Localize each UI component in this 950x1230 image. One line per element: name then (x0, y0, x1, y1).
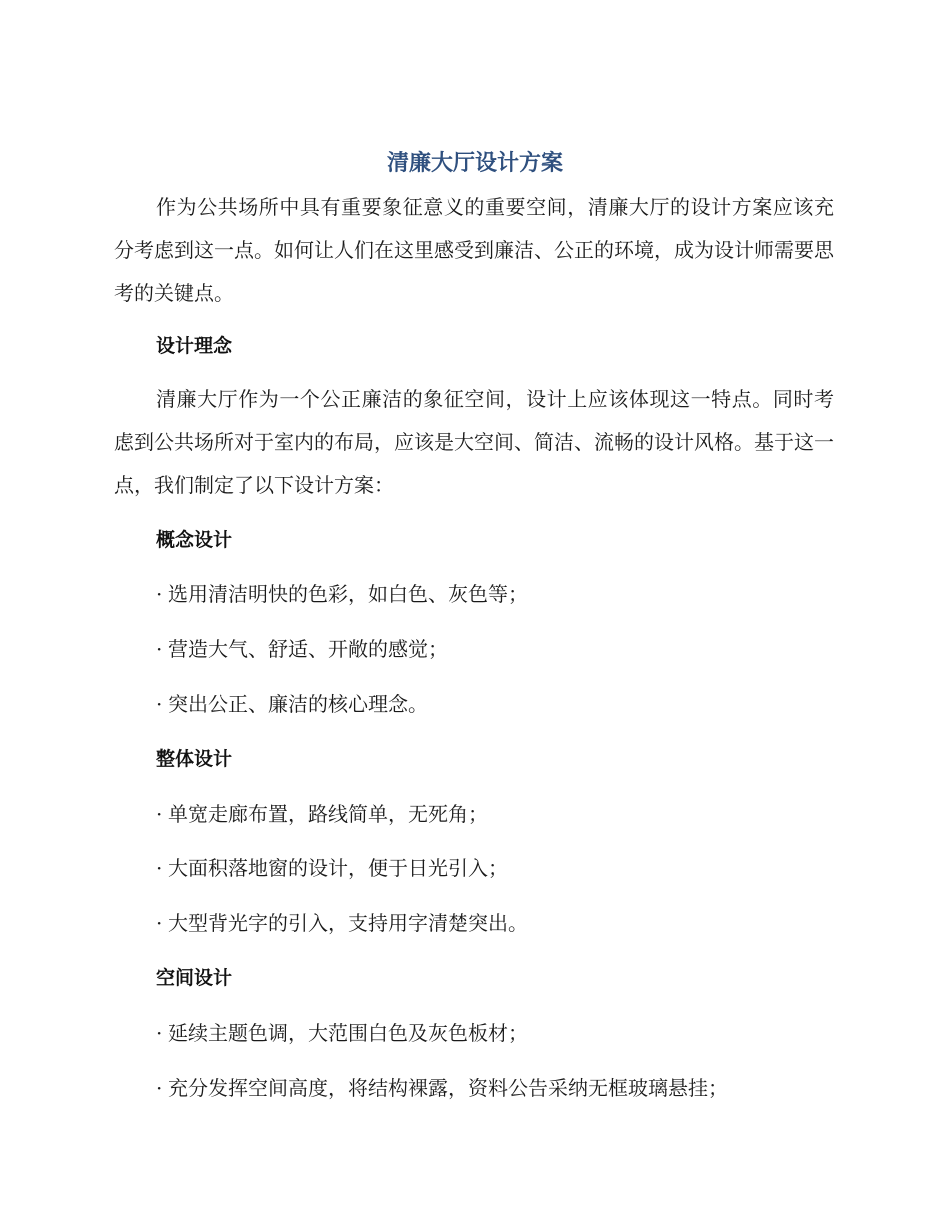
bullet-icon: · (156, 692, 163, 716)
document-title: 清廉大厅设计方案 (386, 151, 563, 176)
section-heading-space-design: 空间设计 (156, 967, 233, 989)
bullet-icon: · (156, 1021, 163, 1045)
bullet-icon: · (156, 637, 163, 661)
list-item: · 充分发挥空间高度，将结构裸露，资料公告采纳无框玻璃悬挂； (156, 1073, 728, 1103)
design-concept-paragraph: 清廉大厅作为一个公正廉洁的象征空间，设计上应该体现这一特点。同时考虑到公共场所对于室内的布局，应该是大空间、简洁、流畅的设计风格。基于这一点，我们制定了以下设计方案： (114, 387, 834, 497)
list-item: · 单宽走廊布置，路线简单，无死角； (156, 799, 488, 829)
list-item: · 大型背光字的引入，支持用字清楚突出。 (156, 908, 528, 938)
section-heading-concept-design: 概念设计 (156, 529, 233, 551)
bullet-icon: · (156, 856, 163, 880)
list-item: · 选用清洁明快的色彩，如白色、灰色等； (156, 579, 528, 609)
section-heading-design-concept: 设计理念 (156, 335, 233, 357)
list-item: · 突出公正、廉洁的核心理念。 (156, 689, 428, 719)
intro-paragraph: 作为公共场所中具有重要象征意义的重要空间，清廉大厅的设计方案应该充分考虑到这一点。如何让人们在这里感受到廉洁、公正的环境，成为设计师需要思考的关键点。 (114, 195, 834, 305)
section-heading-overall-design: 整体设计 (156, 748, 233, 770)
list-item: · 营造大气、舒适、开敞的感觉； (156, 634, 448, 664)
list-item: · 延续主题色调，大范围白色及灰色板材； (156, 1018, 528, 1048)
bullet-icon: · (156, 911, 163, 935)
bullet-icon: · (156, 802, 163, 826)
bullet-icon: · (156, 1076, 163, 1100)
list-item: · 大面积落地窗的设计，便于日光引入； (156, 853, 508, 883)
bullet-icon: · (156, 582, 163, 606)
